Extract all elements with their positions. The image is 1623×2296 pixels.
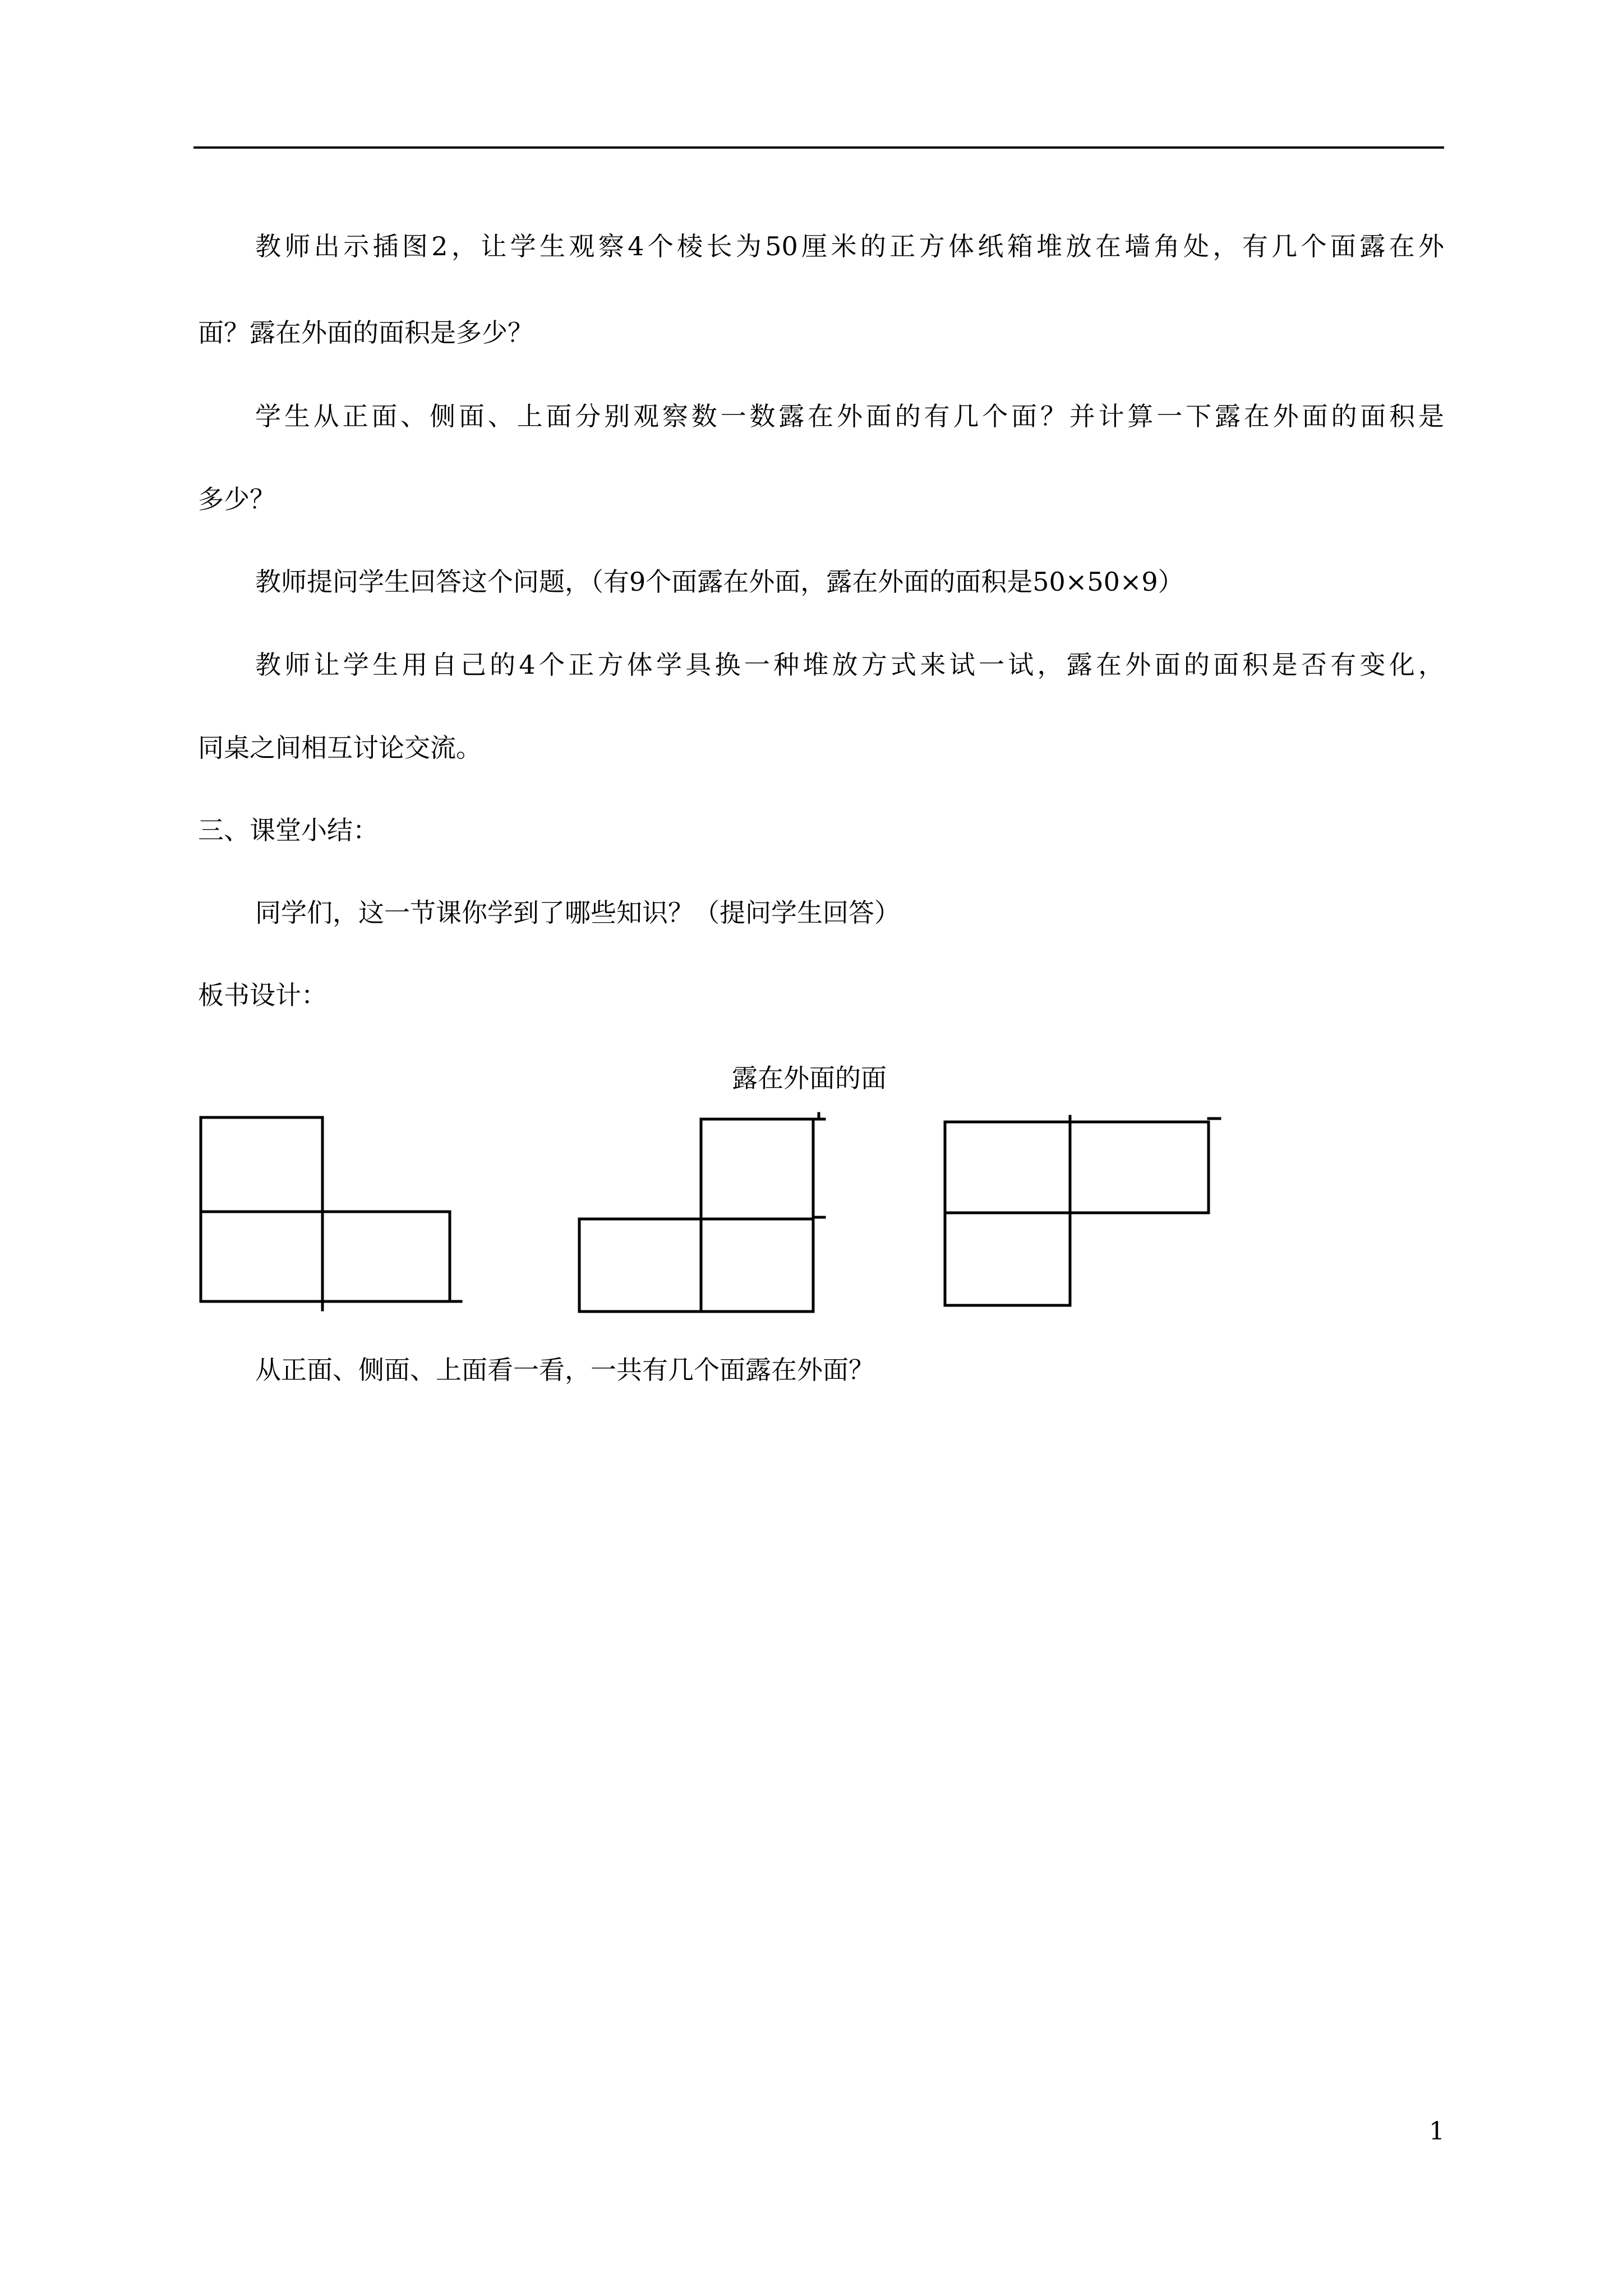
fig1-square-top <box>201 1117 322 1212</box>
paragraph-4-line-2: 同桌之间相互讨论交流。 <box>198 733 482 763</box>
board-question: 从正面、侧面、上面看一看，一共有几个面露在外面？ <box>255 1355 874 1385</box>
figure-l-shape <box>201 1117 461 1310</box>
fig3-square-top-left <box>945 1122 1070 1213</box>
board-design-label: 板书设计： <box>198 980 327 1010</box>
paragraph-2-line-1: 学生从正面、侧面、上面分别观察数一数露在外面的有几个面？并计算一下露在外面的面积是 <box>255 401 1444 431</box>
figure-inverted-l-shape <box>945 1116 1220 1305</box>
paragraph-1-line-2: 面？露在外面的面积是多少？ <box>198 318 533 348</box>
exposed-faces-figures <box>185 1099 1251 1324</box>
paragraph-2-line-2: 多少？ <box>198 484 275 514</box>
board-caption: 露在外面的面 <box>732 1063 887 1093</box>
fig2-square-top <box>701 1119 813 1219</box>
fig2-square-bottom-right <box>701 1219 813 1312</box>
figure-mirrored-l-shape <box>579 1114 824 1312</box>
fig1-square-bottom-left <box>201 1212 322 1301</box>
fig1-square-bottom-right <box>322 1212 450 1301</box>
paragraph-3: 教师提问学生回答这个问题，（有9个面露在外面，露在外面的面积是50×50×9） <box>255 567 1184 597</box>
paragraph-1-line-1: 教师出示插图2，让学生观察4个棱长为50厘米的正方体纸箱堆放在墙角处，有几个面露在外 <box>255 231 1444 261</box>
fig2-square-bottom-left <box>579 1219 701 1312</box>
paragraph-4-line-1: 教师让学生用自己的4个正方体学具换一种堆放方式来试一试，露在外面的面积是否有变化， <box>255 650 1444 680</box>
fig3-square-bottom <box>945 1213 1070 1305</box>
fig3-square-top-right <box>1070 1122 1209 1213</box>
page-number: 1 <box>1429 2117 1445 2146</box>
section-heading-summary: 三、课堂小结： <box>198 815 379 845</box>
header-rule <box>193 146 1444 149</box>
summary-question: 同学们，这一节课你学到了哪些知识？（提问学生回答） <box>255 898 900 928</box>
